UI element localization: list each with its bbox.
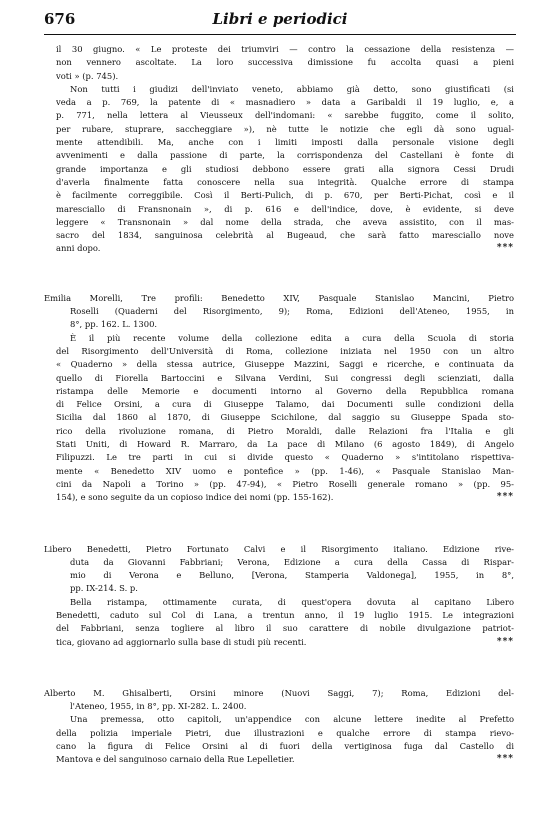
review-line: quello di Fiorella Bartoccini e Silvana Verdini, Sui congressi degli scienziati, dalla (56, 372, 514, 383)
citation-line: 8°, pp. 162. L. 1300. (70, 319, 158, 330)
text-line: il 30 giugno. « Le proteste dei triumviri — contro la cessazione della resistenza — (56, 44, 514, 54)
review-line: mente « Benedetto XIV uomo e pontefice » (pp. 1-46), « Pasquale Stanislao Man- (56, 465, 514, 476)
citation-line: duta da Giovanni Fabbriani; Verona, Edizione a cura della Cassa di Rispar- (70, 556, 514, 567)
review-line: Bella ristampa, ottimamente curata, di quest'opera dovuta al capitano Libero (70, 596, 514, 607)
citation-line: Alberto M. Ghisalberti, Orsini minore (Nuovi Saggi, 7); Roma, Edizioni del- (44, 687, 514, 698)
review-entry-benedetti (44, 543, 514, 649)
end-mark: *** (496, 492, 514, 503)
citation-line: Libero Benedetti, Pietro Fortunato Calvi e il Risorgimento italiano. Edizione rive- (44, 543, 514, 554)
citation-line: Roselli (Quaderni del Risorgimento, 9); Roma, Edizioni dell'Ateneo, 1955, in (70, 306, 514, 317)
text-line: voti » (p. 745). (56, 70, 119, 81)
text-line: grande importanza e gli studiosi debbono essere grati alla signora Cessi Drudi (56, 163, 514, 174)
review-line: cini da Napoli a Torino » (pp. 47-94), « Pietro Roselli generale romano » (pp. 95- (56, 478, 514, 489)
review-line: *** Mantova e del sanguinoso carnaio della Rue Lepelletier. (56, 753, 514, 766)
review-line: Benedetti, caduto sul Col di Lana, a trentun anno, il 19 luglio 1915. Le integrazioni (56, 609, 514, 620)
review-line: della polizia imperiale Pietri, due illustrazioni e qualche errore di stampa rievo- (56, 727, 514, 738)
continued-review (56, 43, 514, 256)
text-line: leggere « Transnonain » dal nome della strada, che aveva assistito, con il mas- (56, 216, 514, 227)
text-line: Non tutti i giudizi dell'inviato veneto, abbiamo già detto, sono giustificati (si (70, 83, 514, 94)
review-line: rico della rivoluzione romana, di Pietro Moraldi, dalle Relazioni fra l'Italia e gli (56, 425, 514, 436)
text-line: maresciallo di Fransnonain », di p. 616 e dell'indice, dove, è evidente, si deve (56, 203, 514, 214)
text-line: mente attendibili. Ma, anche con i limiti imposti dalla personale visione degli (56, 137, 514, 148)
text-line: veda a p. 769, la patente di « masnadiero » data a Garibaldi il 19 luglio, e, a (56, 97, 514, 108)
end-mark: *** (496, 243, 514, 254)
text-line: è facilmente correggibile. Così il Berti-Pulich, di p. 670, per Berti-Pichat, così e il (56, 190, 514, 201)
review-line: *** tica, giovano ad aggiornarlo sulla base di studi più recenti. (56, 636, 514, 649)
review-line: È il più recente volume della collezione edita a cura della Scuola di storia (70, 332, 514, 343)
review-line: Filipuzzi. Le tre parti in cui si divide questo « Quaderno » s'intitolano rispettiva- (56, 452, 514, 463)
page-body (44, 43, 514, 767)
review-line: « Quaderno » della stessa autrice, Giuseppe Mazzini, Saggi e ricerche, e continuata da (56, 359, 514, 370)
citation-line: mio di Verona e Belluno, [Verona, Stamperia Valdonega], 1955, in 8°, (70, 570, 514, 581)
text-line: avvenimenti e dalla passione di parte, la corrispondenza del Castellani è fonte di (56, 150, 514, 161)
text-line: non vennero ascoltate. La loro successiva dimissione fu accolta quasi a pieni (56, 57, 514, 68)
review-line: del Risorgimento dell'Università di Roma, collezione iniziata nel 1950 con un altro (56, 345, 514, 356)
end-mark: *** (496, 754, 514, 765)
citation-line: Emilia Morelli, Tre profili: Benedetto XIV, Pasquale Stanislao Mancini, Pietro (44, 292, 514, 303)
review-line: *** 154), e sono seguite da un copioso indice dei nomi (pp. 155-162). (56, 491, 514, 504)
review-entry-morelli (44, 292, 514, 505)
text-line: per rubare, stuprare, saccheggiare »), nè tutte le notizie che egli dà sono ugual- (56, 123, 514, 134)
review-entry-ghisalberti (44, 687, 514, 767)
review-line: Sicilia dal 1860 al 1870, di Giuseppe Scichilone, dal saggio su Giuseppe Spada sto- (56, 412, 514, 423)
text-line: *** anni dopo. (56, 242, 514, 255)
review-line: del Fabbriani, senza togliere al libro il suo carattere di nobile divulgazione patriot- (56, 623, 514, 634)
page-header (44, 10, 516, 34)
text-line: sacro del 1834, sanguinosa celebrità al Bugeaud, che sarà fatto maresciallo nove (56, 230, 514, 241)
end-mark: *** (496, 636, 514, 647)
text-line: p. 771, nella lettera al Vieusseux dell'indomani: « sarebbe fuggito, come il solito, (56, 110, 514, 121)
review-line: di Felice Orsini, a cura di Giuseppe Talamo, dai Documenti sulle condizioni della (56, 399, 514, 410)
citation-line: l'Ateneo, 1955, in 8°, pp. XI-282. L. 2400. (70, 701, 247, 712)
review-line: cano la figura di Felice Orsini al di fuori della vertiginosa fuga dal Castello di (56, 741, 514, 752)
review-line: Una premessa, otto capitoli, un'appendice con alcune lettere inedite al Prefetto (70, 714, 514, 725)
running-title: Libri e periodici (212, 10, 348, 28)
page-number: 676 (44, 10, 76, 28)
text-line: d'averla finalmente fatta conoscere nella sua integrità. Qualche errore di stampa (56, 176, 514, 187)
header-rule (44, 34, 516, 35)
review-line: ristampa delle Memorie e documenti intorno al Governo della Repubblica romana (56, 385, 514, 396)
citation-line: pp. IX-214. S. p. (70, 583, 138, 594)
review-line: Stati Uniti, di Howard R. Marraro, da La pace di Milano (6 agosto 1849), di Angelo (56, 439, 514, 450)
